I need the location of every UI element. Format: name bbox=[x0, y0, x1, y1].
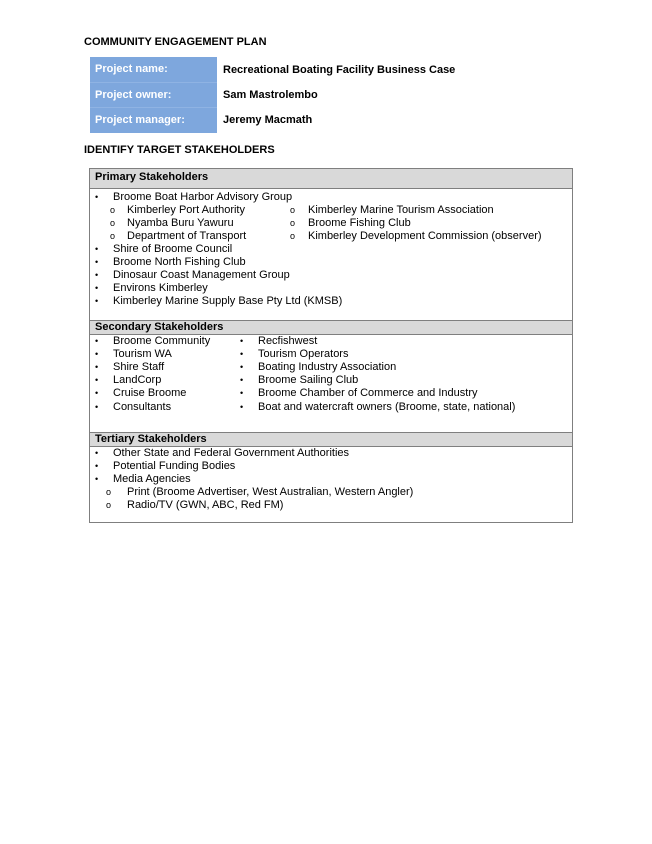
secondary-item: Recfishwest bbox=[258, 335, 318, 347]
primary-item: Dinosaur Coast Management Group bbox=[113, 269, 290, 281]
project-manager-label: Project manager: bbox=[90, 108, 217, 133]
sub-bullet-symbol: o bbox=[110, 205, 116, 215]
project-manager-value: Jeremy Macmath bbox=[223, 114, 313, 126]
project-manager-row bbox=[90, 108, 455, 133]
secondary-item: Boat and watercraft owners (Broome, state, national) bbox=[258, 401, 516, 413]
bullet-symbol: • bbox=[240, 349, 244, 359]
secondary-item: LandCorp bbox=[113, 374, 162, 386]
bullet-symbol: • bbox=[95, 388, 99, 398]
section-title: IDENTIFY TARGET STAKEHOLDERS bbox=[84, 144, 275, 156]
bullet-symbol: • bbox=[95, 461, 99, 471]
sub-bullet-symbol: o bbox=[290, 218, 296, 228]
primary-sub-item: Kimberley Development Commission (observer) bbox=[308, 230, 542, 242]
sub-bullet-symbol: o bbox=[290, 231, 296, 241]
tertiary-item: Potential Funding Bodies bbox=[113, 460, 236, 472]
bullet-symbol: • bbox=[95, 270, 99, 280]
stakeholder-table bbox=[89, 168, 573, 523]
primary-sub-item: Department of Transport bbox=[127, 230, 247, 242]
bullet-symbol: • bbox=[95, 192, 99, 202]
project-owner-label: Project owner: bbox=[90, 82, 217, 108]
bullet-symbol: • bbox=[95, 375, 99, 385]
primary-group-item: Broome Boat Harbor Advisory Group bbox=[113, 191, 293, 203]
primary-sub-item: Broome Fishing Club bbox=[308, 217, 411, 229]
primary-sub-item: Kimberley Port Authority bbox=[127, 204, 245, 216]
bullet-symbol: • bbox=[240, 362, 244, 372]
secondary-item: Consultants bbox=[113, 401, 172, 413]
tertiary-media-item: Radio/TV (GWN, ABC, Red FM) bbox=[127, 499, 284, 511]
tertiary-media-item: Print (Broome Advertiser, West Australian, Western Angler) bbox=[127, 486, 414, 498]
secondary-item: Broome Sailing Club bbox=[258, 374, 359, 386]
bullet-symbol: • bbox=[240, 388, 244, 398]
secondary-item: Broome Chamber of Commerce and Industry bbox=[258, 387, 478, 399]
primary-stakeholders-heading: Primary Stakeholders bbox=[90, 169, 572, 188]
secondary-stakeholders-heading: Secondary Stakeholders bbox=[90, 321, 572, 334]
tertiary-item: Media Agencies bbox=[113, 473, 191, 485]
secondary-item: Broome Community bbox=[113, 335, 211, 347]
bullet-symbol: • bbox=[95, 257, 99, 267]
bullet-symbol: • bbox=[240, 375, 244, 385]
bullet-symbol: • bbox=[95, 474, 99, 484]
sub-bullet-symbol: o bbox=[106, 500, 112, 510]
primary-heading-divider bbox=[90, 188, 572, 189]
project-name-label: Project name: bbox=[90, 57, 217, 82]
sub-bullet-symbol: o bbox=[290, 205, 296, 215]
sub-bullet-symbol: o bbox=[110, 231, 116, 241]
bullet-symbol: • bbox=[95, 244, 99, 254]
project-name-value: Recreational Boating Facility Business Case bbox=[223, 63, 456, 76]
tertiary-stakeholders-heading: Tertiary Stakeholders bbox=[90, 433, 572, 446]
bullet-symbol: • bbox=[95, 283, 99, 293]
primary-sub-item: Kimberley Marine Tourism Association bbox=[308, 204, 494, 216]
primary-item: Broome North Fishing Club bbox=[113, 256, 246, 268]
bullet-symbol: • bbox=[95, 448, 99, 458]
secondary-item: Shire Staff bbox=[113, 361, 165, 373]
secondary-item: Tourism WA bbox=[113, 348, 172, 360]
secondary-item: Cruise Broome bbox=[113, 387, 187, 399]
document-title: COMMUNITY ENGAGEMENT PLAN bbox=[84, 36, 267, 48]
bullet-symbol: • bbox=[240, 336, 244, 346]
secondary-item: Boating Industry Association bbox=[258, 361, 397, 373]
secondary-item: Tourism Operators bbox=[258, 348, 349, 360]
tertiary-item: Other State and Federal Government Authorities bbox=[113, 447, 350, 459]
sub-bullet-symbol: o bbox=[106, 487, 112, 497]
sub-bullet-symbol: o bbox=[110, 218, 116, 228]
primary-item: Shire of Broome Council bbox=[113, 243, 233, 255]
primary-item: Kimberley Marine Supply Base Pty Ltd (KMSB) bbox=[113, 295, 343, 307]
bullet-symbol: • bbox=[95, 362, 99, 372]
project-name-row bbox=[90, 57, 455, 82]
bullet-symbol: • bbox=[95, 349, 99, 359]
bullet-symbol: • bbox=[95, 336, 99, 346]
bullet-symbol: • bbox=[95, 296, 99, 306]
primary-item: Environs Kimberley bbox=[113, 282, 208, 294]
bullet-symbol: • bbox=[240, 402, 244, 412]
primary-sub-item: Nyamba Buru Yawuru bbox=[127, 217, 234, 229]
project-owner-row bbox=[90, 82, 455, 108]
project-owner-value: Sam Mastrolembo bbox=[223, 88, 318, 101]
project-info-table bbox=[90, 57, 455, 133]
bullet-symbol: • bbox=[95, 402, 99, 412]
